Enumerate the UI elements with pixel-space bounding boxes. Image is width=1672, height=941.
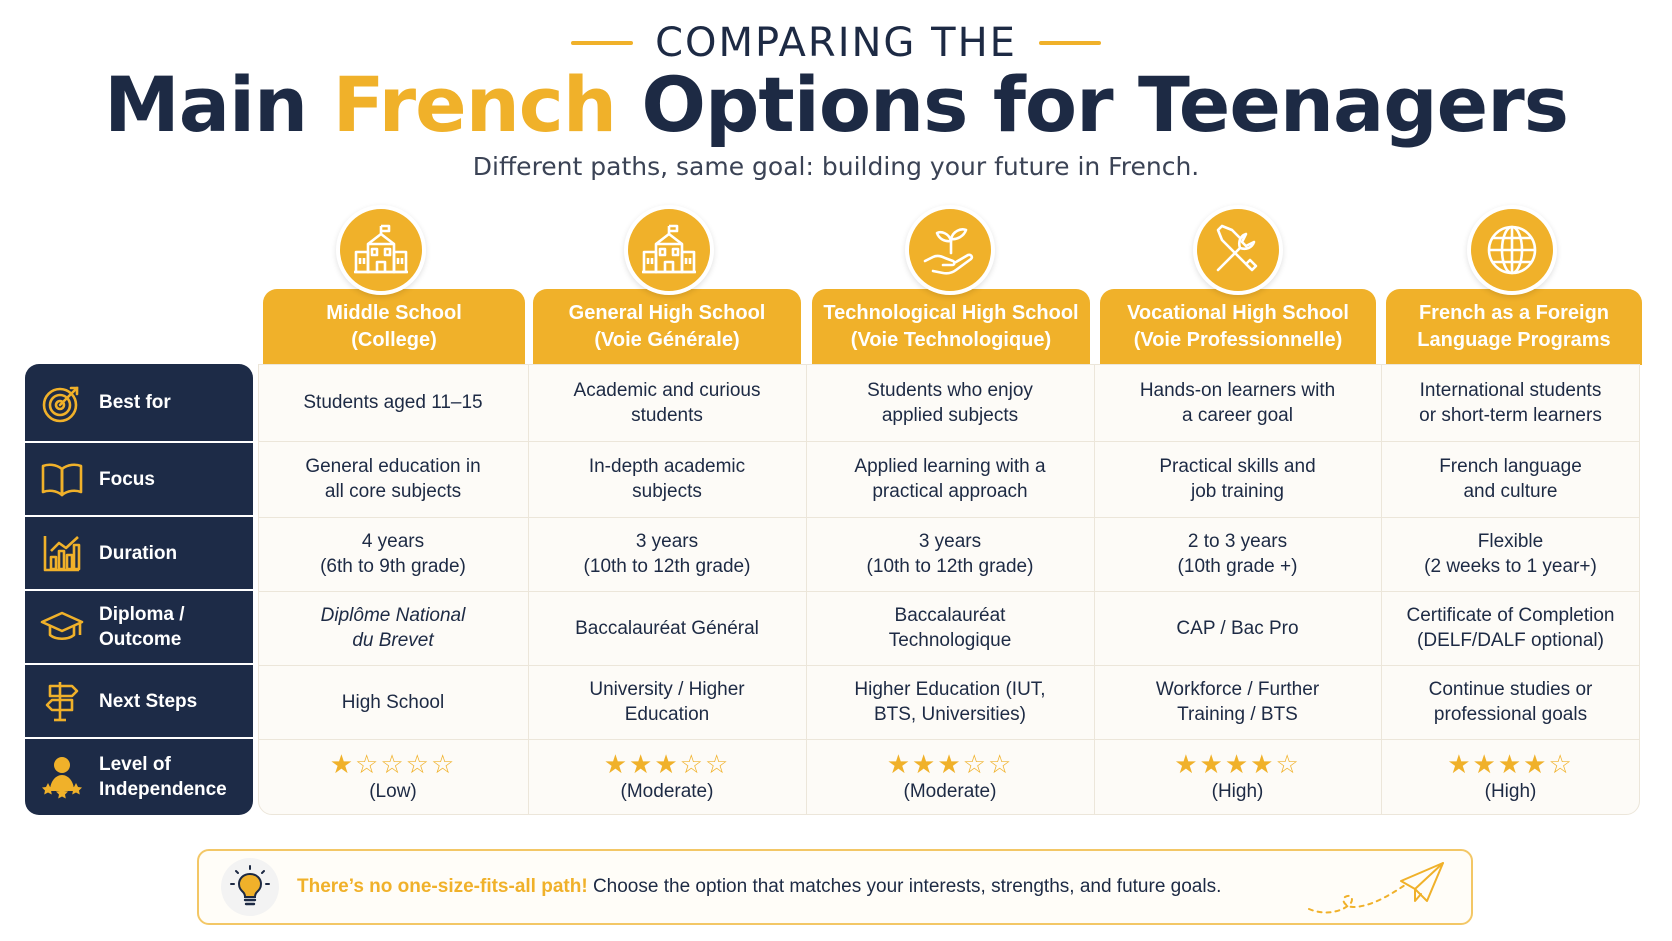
cell-text: Technologique bbox=[888, 630, 1012, 651]
cell-duration-middle-school bbox=[258, 517, 528, 591]
row-header-best-for bbox=[25, 364, 253, 441]
star-filled-icon: ★ bbox=[629, 749, 655, 779]
star-rating bbox=[1174, 750, 1301, 778]
star-empty-icon: ☆ bbox=[380, 749, 406, 779]
cell-text: Hands-on learners with bbox=[1139, 379, 1336, 401]
star-empty-icon: ☆ bbox=[355, 749, 381, 779]
cell-text: 2 to 3 years bbox=[1187, 531, 1288, 552]
eyebrow-text: COMPARING THE bbox=[655, 20, 1017, 66]
star-filled-icon: ★ bbox=[654, 749, 680, 779]
cell-text: (6th to 9th grade) bbox=[320, 556, 466, 577]
cell-text: High School bbox=[341, 691, 445, 713]
column-header-line2: Language Programs bbox=[1417, 329, 1611, 351]
page-title bbox=[0, 60, 1672, 149]
tip-highlight: There’s no one-size-fits-all path! bbox=[297, 876, 588, 897]
star-empty-icon: ☆ bbox=[405, 749, 431, 779]
star-filled-icon: ★ bbox=[886, 749, 913, 779]
row-header-label-2: Independence bbox=[99, 779, 227, 800]
cell-diploma-technological bbox=[806, 591, 1094, 665]
row-header-label: Focus bbox=[99, 468, 155, 490]
cell-text: Baccalauréat bbox=[894, 605, 1006, 626]
cell-text: (2 weeks to 1 year+) bbox=[1424, 556, 1597, 577]
cell-text: du Brevet bbox=[352, 630, 434, 651]
cell-diploma-middle-school bbox=[258, 591, 528, 665]
column-header-line1: Technological High School bbox=[823, 302, 1079, 324]
column-header-middle-school bbox=[263, 289, 525, 365]
cell-duration-general bbox=[528, 517, 806, 591]
bar-chart-icon bbox=[25, 533, 99, 573]
star-filled-icon: ★ bbox=[1472, 749, 1498, 779]
cell-text: professional goals bbox=[1433, 704, 1588, 725]
cell-best-for-technological bbox=[806, 364, 1094, 441]
star-filled-icon: ★ bbox=[603, 749, 630, 779]
column-header-vocational-high-school bbox=[1100, 289, 1376, 365]
cell-text: Workforce / Further bbox=[1155, 679, 1320, 700]
rating-label: (Low) bbox=[369, 781, 417, 802]
cell-text: all core subjects bbox=[324, 481, 462, 502]
cell-focus-general bbox=[528, 441, 806, 517]
cell-focus-technological bbox=[806, 441, 1094, 517]
cell-text: Academic and curious bbox=[573, 379, 761, 401]
row-header-label: Next Steps bbox=[99, 690, 198, 712]
row-header-label: Diploma / bbox=[99, 604, 185, 625]
star-filled-icon: ★ bbox=[1523, 749, 1549, 779]
lightbulb-icon bbox=[221, 858, 279, 916]
row-header-duration bbox=[25, 517, 253, 589]
wrench-screwdriver-icon bbox=[1193, 205, 1283, 295]
open-book-icon bbox=[25, 461, 99, 497]
cell-text: Baccalauréat Général bbox=[575, 617, 759, 639]
cell-independence-fle bbox=[1381, 739, 1640, 815]
rating-label: (High) bbox=[1484, 781, 1537, 802]
cell-diploma-general bbox=[528, 591, 806, 665]
cell-next-steps-middle-school bbox=[258, 665, 528, 739]
cell-next-steps-vocational bbox=[1094, 665, 1381, 739]
cell-diploma-fle bbox=[1381, 591, 1640, 665]
subtitle: Different paths, same goal: building your future in French. bbox=[472, 152, 1200, 181]
row-header-panel bbox=[25, 364, 253, 815]
cell-text: Students aged 11–15 bbox=[303, 392, 483, 413]
star-filled-icon: ★ bbox=[912, 749, 938, 779]
cell-text: (DELF/DALF optional) bbox=[1417, 630, 1604, 651]
star-empty-icon: ☆ bbox=[679, 749, 705, 779]
cell-text: (10th grade +) bbox=[1177, 556, 1298, 577]
star-filled-icon: ★ bbox=[1447, 749, 1473, 779]
column-header-technological-high-school bbox=[812, 289, 1090, 365]
eyebrow-rule-left bbox=[571, 41, 633, 45]
star-empty-icon: ☆ bbox=[1548, 749, 1574, 779]
star-rating bbox=[887, 750, 1014, 778]
cell-focus-fle bbox=[1381, 441, 1640, 517]
signpost-icon bbox=[25, 680, 99, 722]
row-header-independence bbox=[25, 739, 253, 815]
cell-text: International students bbox=[1419, 379, 1602, 401]
cell-focus-vocational bbox=[1094, 441, 1381, 517]
tip-message bbox=[297, 876, 1221, 898]
cell-text: practical approach bbox=[872, 481, 1028, 502]
cell-next-steps-general bbox=[528, 665, 806, 739]
cell-independence-middle-school bbox=[258, 739, 528, 815]
cell-text: subjects bbox=[632, 481, 702, 502]
cell-text: Continue studies or bbox=[1428, 679, 1593, 700]
paper-plane-icon bbox=[1307, 859, 1447, 922]
hand-plant-icon bbox=[905, 205, 995, 295]
cell-text: job training bbox=[1191, 481, 1284, 502]
cell-best-for-fle bbox=[1381, 364, 1640, 441]
cell-best-for-general bbox=[528, 364, 806, 441]
row-header-label: Duration bbox=[99, 542, 178, 564]
star-empty-icon: ☆ bbox=[987, 749, 1014, 779]
cell-text: Applied learning with a bbox=[854, 456, 1046, 477]
star-filled-icon: ★ bbox=[1174, 749, 1200, 779]
cell-text: General education in bbox=[305, 456, 481, 477]
cell-text: 4 years bbox=[361, 531, 425, 552]
star-empty-icon: ☆ bbox=[430, 749, 457, 779]
cell-text: (10th to 12th grade) bbox=[866, 556, 1034, 577]
column-header-line1: Vocational High School bbox=[1127, 302, 1349, 324]
cell-text: Students who enjoy bbox=[867, 379, 1033, 401]
cell-text: University / Higher bbox=[589, 679, 745, 700]
rating-label: (Moderate) bbox=[903, 781, 997, 802]
cell-text: students bbox=[631, 404, 703, 426]
cell-independence-vocational bbox=[1094, 739, 1381, 815]
row-header-diploma bbox=[25, 591, 253, 663]
star-empty-icon: ☆ bbox=[962, 749, 988, 779]
title-part1: Main bbox=[104, 60, 308, 149]
cell-text: In-depth academic bbox=[588, 456, 746, 477]
cell-text: Certificate of Completion bbox=[1406, 605, 1615, 626]
star-filled-icon: ★ bbox=[1199, 749, 1225, 779]
cell-text: French language bbox=[1439, 456, 1582, 477]
cell-duration-technological bbox=[806, 517, 1094, 591]
cell-best-for-middle-school bbox=[258, 364, 528, 441]
target-icon bbox=[25, 382, 99, 424]
cell-text: or short-term learners bbox=[1419, 404, 1602, 426]
cell-text: 3 years bbox=[918, 531, 982, 552]
person-stars-icon bbox=[25, 755, 99, 799]
cell-diploma-vocational bbox=[1094, 591, 1381, 665]
column-header-general-high-school bbox=[533, 289, 801, 365]
cell-duration-vocational bbox=[1094, 517, 1381, 591]
row-header-label-group bbox=[99, 602, 185, 652]
column-header-line1: General High School bbox=[568, 302, 766, 324]
cell-text: Higher Education (IUT, bbox=[854, 679, 1046, 700]
tip-text: Choose the option that matches your interests, strengths, and future goals. bbox=[587, 876, 1222, 897]
cell-text: Training / BTS bbox=[1177, 704, 1298, 725]
row-header-label: Best for bbox=[99, 392, 171, 413]
star-rating bbox=[330, 750, 457, 778]
column-header-line2: (Voie Générale) bbox=[594, 329, 740, 351]
cell-focus-middle-school bbox=[258, 441, 528, 517]
title-accent: French bbox=[332, 60, 616, 149]
star-rating bbox=[1447, 750, 1574, 778]
cell-text: Flexible bbox=[1477, 531, 1544, 552]
star-filled-icon: ★ bbox=[937, 749, 963, 779]
cell-next-steps-technological bbox=[806, 665, 1094, 739]
globe-icon bbox=[1467, 205, 1557, 295]
cell-independence-technological bbox=[806, 739, 1094, 815]
row-header-label-group bbox=[99, 752, 227, 802]
column-header-fle-programs bbox=[1386, 289, 1642, 365]
cell-text: Education bbox=[624, 704, 710, 725]
cell-text: Diplôme National bbox=[320, 605, 466, 626]
eyebrow-rule-right bbox=[1039, 41, 1101, 45]
row-header-label: Level of bbox=[99, 754, 171, 775]
cell-next-steps-fle bbox=[1381, 665, 1640, 739]
star-empty-icon: ☆ bbox=[1275, 749, 1301, 779]
star-filled-icon: ★ bbox=[1250, 749, 1276, 779]
column-header-line2: (College) bbox=[351, 329, 437, 351]
rating-label: (High) bbox=[1211, 781, 1264, 802]
row-header-focus bbox=[25, 443, 253, 515]
column-header-line2: (Voie Technologique) bbox=[850, 329, 1052, 351]
cell-text: CAP / Bac Pro bbox=[1176, 617, 1299, 639]
tip-banner bbox=[197, 849, 1473, 925]
title-part2: Options for Teenagers bbox=[641, 60, 1568, 149]
column-header-line1: French as a Foreign bbox=[1418, 302, 1610, 324]
cell-duration-fle bbox=[1381, 517, 1640, 591]
graduation-cap-icon bbox=[25, 609, 99, 645]
star-rating bbox=[604, 750, 731, 778]
star-filled-icon: ★ bbox=[329, 749, 356, 779]
cell-text: Practical skills and bbox=[1159, 456, 1316, 477]
column-header-line2: (Voie Professionnelle) bbox=[1133, 329, 1343, 351]
row-header-label-2: Outcome bbox=[99, 629, 182, 650]
cell-text: (10th to 12th grade) bbox=[583, 556, 751, 577]
cell-text: BTS, Universities) bbox=[873, 704, 1027, 725]
cell-text: a career goal bbox=[1182, 404, 1293, 426]
cell-best-for-vocational bbox=[1094, 364, 1381, 441]
cell-text: and culture bbox=[1463, 481, 1558, 502]
school-building-icon bbox=[336, 205, 426, 295]
rating-label: (Moderate) bbox=[620, 781, 714, 802]
star-filled-icon: ★ bbox=[1224, 749, 1251, 779]
star-filled-icon: ★ bbox=[1497, 749, 1524, 779]
school-building-icon bbox=[624, 205, 714, 295]
cell-text: 3 years bbox=[635, 531, 699, 552]
cell-text: applied subjects bbox=[881, 404, 1019, 426]
star-empty-icon: ☆ bbox=[704, 749, 731, 779]
column-header-line1: Middle School bbox=[326, 302, 462, 324]
row-header-next-steps bbox=[25, 665, 253, 737]
cell-independence-general bbox=[528, 739, 806, 815]
